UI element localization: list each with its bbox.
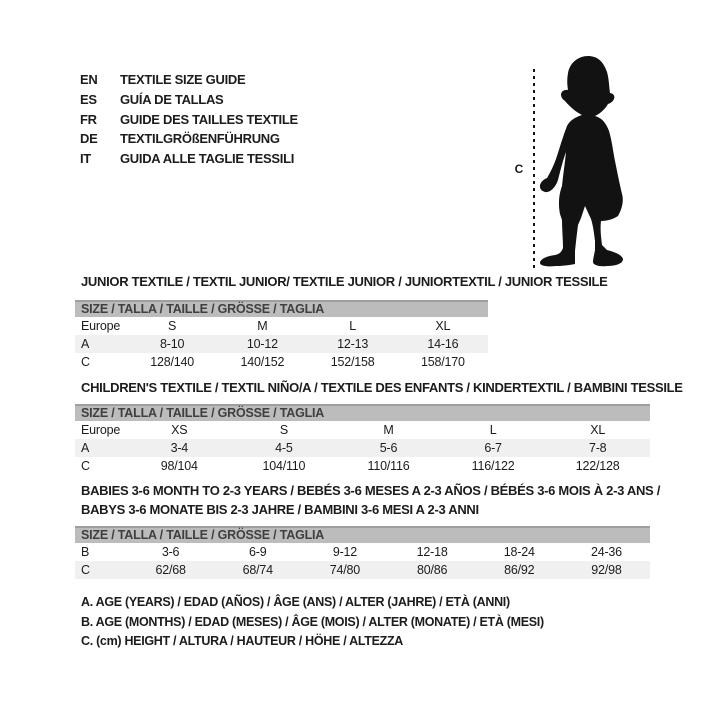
- size-cell: 80/86: [416, 563, 448, 577]
- junior-size-header-bar: SIZE / TALLA / TAILLE / GRÖSSE / TAGLIA: [75, 300, 488, 317]
- row-label: Europe: [81, 423, 121, 437]
- language-row-de: [80, 129, 298, 149]
- size-cell: 116/122: [471, 459, 515, 473]
- language-code: DE: [80, 131, 98, 147]
- size-cell: 62/68: [155, 563, 186, 577]
- size-cell: 152/158: [330, 355, 375, 369]
- language-row-fr: [80, 109, 298, 129]
- language-label: GUIDA ALLE TAGLIE TESSILI: [120, 151, 295, 167]
- size-cell: 10-12: [246, 337, 278, 351]
- row-label: C: [81, 459, 90, 473]
- language-row-it: [80, 149, 298, 169]
- size-cell: 140/152: [240, 355, 285, 369]
- size-cell: XL: [435, 319, 451, 333]
- language-row-en: [80, 70, 298, 90]
- language-code: FR: [80, 111, 97, 127]
- language-label: TEXTILE SIZE GUIDE: [120, 72, 246, 88]
- size-cell: 110/116: [367, 459, 410, 473]
- size-cell: 74/80: [329, 563, 361, 577]
- row-label: A: [81, 441, 90, 455]
- size-cell: S: [168, 319, 177, 333]
- size-cell: L: [489, 423, 497, 437]
- toddler-silhouette-icon: [535, 53, 635, 268]
- children-size-table: [75, 421, 650, 475]
- size-cell: 8-10: [160, 337, 185, 351]
- children-size-header-bar: SIZE / TALLA / TAILLE / GRÖSSE / TAGLIA: [75, 404, 650, 421]
- size-cell: 3-6: [161, 545, 180, 559]
- size-cell: 3-4: [170, 441, 189, 455]
- size-cell: 18-24: [503, 545, 535, 559]
- size-cell: L: [349, 319, 356, 333]
- row-label: B: [81, 545, 90, 559]
- table-row: [75, 457, 650, 475]
- language-code: ES: [80, 92, 97, 108]
- language-code: IT: [80, 151, 91, 167]
- size-cell: 12-18: [416, 545, 448, 559]
- babies-title-line-1: BABIES 3-6 MONTH TO 2-3 YEARS / BEBÉS 3-6 MESES A 2-3 AÑOS / BÉBÉS 3-6 MOIS À 2-3 ANS /: [81, 483, 661, 498]
- size-cell: 128/140: [150, 355, 195, 369]
- language-label: TEXTILGRÖßENFÜHRUNG: [120, 131, 280, 147]
- table-row: [75, 543, 650, 561]
- size-cell: 4-5: [275, 441, 293, 455]
- size-cell: 6-7: [484, 441, 502, 455]
- size-cell: 104/110: [262, 459, 306, 473]
- babies-size-header-bar: SIZE / TALLA / TAILLE / GRÖSSE / TAGLIA: [75, 526, 650, 543]
- size-cell: 92/98: [591, 563, 622, 577]
- size-cell: M: [257, 319, 268, 333]
- table-row: [75, 421, 650, 439]
- size-cell: 24-36: [590, 545, 622, 559]
- table-row: [75, 317, 488, 335]
- size-cell: 5-6: [379, 441, 398, 455]
- note-age-years: A. AGE (YEARS) / EDAD (AÑOS) / ÂGE (ANS) / ALTER (JAHRE) / ETÀ (ANNI): [81, 595, 510, 609]
- size-cell: S: [279, 423, 288, 437]
- babies-size-table: [75, 543, 650, 579]
- note-age-months: B. AGE (MONTHS) / EDAD (MESES) / ÂGE (MOIS) / ALTER (MONATE) / ETÀ (MESI): [81, 614, 544, 629]
- table-row: [75, 439, 650, 457]
- language-label: GUIDE DES TAILLES TEXTILE: [120, 111, 298, 127]
- language-legend: [80, 70, 298, 168]
- babies-title-line-2: BABYS 3-6 MONATE BIS 2-3 JAHRE / BAMBINI 3-6 MESI A 2-3 ANNI: [81, 501, 479, 517]
- size-cell: 86/92: [504, 563, 535, 577]
- size-cell: 12-13: [337, 337, 369, 351]
- junior-size-table: [75, 317, 488, 371]
- size-cell: 68/74: [242, 563, 273, 577]
- note-height-cm: C. (cm) HEIGHT / ALTURA / HAUTEUR / HÖHE / ALTEZZA: [81, 634, 404, 648]
- size-cell: 6-9: [249, 545, 267, 559]
- babies-table-title: [81, 483, 660, 520]
- table-row: [75, 561, 650, 579]
- table-row: [75, 353, 488, 371]
- row-label: C: [81, 355, 90, 369]
- children-table-title: CHILDREN'S TEXTILE / TEXTIL NIÑO/A / TEXTILE DES ENFANTS / KINDERTEXTIL / BAMBINI TESSILE: [81, 380, 683, 395]
- legend-notes: [81, 595, 544, 654]
- row-label: A: [81, 337, 90, 351]
- size-cell: XL: [590, 423, 606, 437]
- table-row: [75, 335, 488, 353]
- row-label: C: [81, 563, 90, 577]
- language-label: GUÍA DE TALLAS: [120, 92, 224, 108]
- height-measure-label: C: [514, 162, 524, 176]
- language-code: EN: [80, 72, 98, 88]
- size-cell: 9-12: [332, 545, 358, 559]
- size-cell: 7-8: [588, 441, 607, 455]
- size-cell: 98/104: [160, 459, 198, 473]
- size-cell: 14-16: [427, 337, 459, 351]
- size-cell: 122/128: [575, 459, 620, 473]
- size-cell: M: [383, 423, 394, 437]
- junior-table-title: JUNIOR TEXTILE / TEXTIL JUNIOR/ TEXTILE JUNIOR / JUNIORTEXTIL / JUNIOR TESSILE: [81, 274, 608, 289]
- row-label: Europe: [81, 319, 121, 333]
- size-cell: 158/170: [420, 355, 465, 369]
- language-row-es: [80, 90, 298, 110]
- size-cell: XS: [171, 423, 188, 437]
